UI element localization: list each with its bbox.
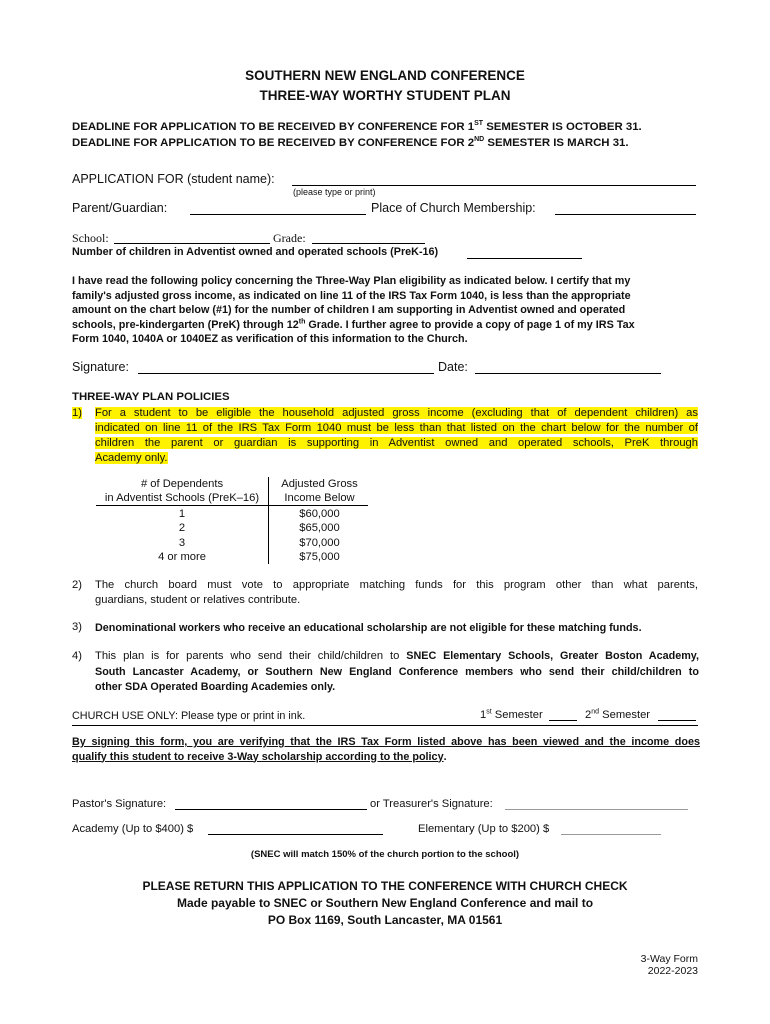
policy-4-text: This plan is for parents who send their child/children to SNEC Elementary Schools, Greater Boston Academy, South Lancaster Academy, or Southern New England Conference members who send their child/children to other SDA Operated Boarding Academies only. (95, 650, 700, 693)
academy-amount-label: Academy (Up to $400) $ (72, 823, 194, 835)
deadline-first-semester: DEADLINE FOR APPLICATION TO BE RECEIVED BY CONFERENCE FOR 1ST SEMESTER IS OCTOBER 31. (72, 120, 642, 133)
form-title-line1: SOUTHERN NEW ENGLAND CONFERENCE (245, 68, 525, 83)
income-table (96, 477, 368, 564)
church-membership-field[interactable] (555, 199, 696, 215)
type-or-print-hint: (please type or print) (293, 187, 376, 197)
school-field[interactable] (114, 229, 270, 244)
policy-1-number: 1) (72, 407, 82, 419)
signature-label: Signature: (72, 360, 129, 374)
application-for-label: APPLICATION FOR (student name): (72, 172, 275, 186)
children-count-label: Number of children in Adventist owned and operated schools (PreK-16) (72, 246, 439, 258)
form-title-line2: THREE-WAY WORTHY STUDENT PLAN (259, 88, 511, 103)
school-label: School: (72, 231, 109, 245)
parent-guardian-label: Parent/Guardian: (72, 201, 168, 215)
student-name-field[interactable] (292, 170, 696, 186)
policy-4-number: 4) (72, 650, 82, 662)
church-use-label: CHURCH USE ONLY: Please type or print in ink. (72, 710, 306, 722)
policy-3-text: Denominational workers who receive an educational scholarship are not eligible for these matching funds. (95, 622, 642, 634)
table-row: 4 or more (158, 551, 206, 564)
date-field[interactable] (475, 358, 661, 374)
second-semester-field[interactable] (658, 708, 696, 721)
table-row: $65,000 (299, 522, 340, 535)
treasurer-signature-label: or Treasurer's Signature: (370, 798, 493, 810)
deadline-second-semester: DEADLINE FOR APPLICATION TO BE RECEIVED BY CONFERENCE FOR 2ND SEMESTER IS MARCH 31. (72, 136, 629, 149)
signature-field[interactable] (138, 358, 434, 374)
form-version: 3-Way Form 2022-2023 (640, 953, 698, 977)
table-row: 3 (178, 536, 186, 549)
elementary-amount-label: Elementary (Up to $200) $ (418, 823, 550, 835)
policies-heading: THREE-WAY PLAN POLICIES (72, 391, 230, 403)
first-semester-label: 1st Semester (480, 708, 543, 721)
certification-paragraph: I have read the following policy concerning the Three-Way Plan eligibility as indicated below. I certify that my family's adjusted gross income, as indicated on line 11 of the IRS Tax Form 1040, is less than the appropriate amount on the chart below (#1) for the number of children I am supporting in Adventist owned and operated schools, pre-kindergarten (PreK) through 12th Grade. I further agree to provide a copy of page 1 of my IRS Tax Form 1040, 1040A or 1040EZ as verification of this information to the Church. (72, 275, 635, 345)
table-dependents-column (96, 507, 268, 565)
table-header-dependents: # of Dependents in Adventist Schools (PreK–16) (104, 478, 260, 505)
academy-amount-field[interactable] (208, 821, 383, 835)
grade-field[interactable] (312, 229, 425, 244)
grade-label: Grade: (273, 231, 306, 245)
table-header-divider (96, 505, 368, 506)
date-label: Date: (438, 360, 468, 374)
table-row: $60,000 (299, 508, 340, 520)
children-count-field[interactable] (467, 245, 582, 259)
table-header-income: Adjusted Gross Income Below (281, 478, 358, 505)
table-row: 2 (178, 522, 186, 535)
return-instructions: PLEASE RETURN THIS APPLICATION TO THE CONFERENCE WITH CHURCH CHECK Made payable to SNEC or Southern New England Conference and mail to PO Box 1169, South Lancaster, MA 01561 (142, 879, 628, 927)
policy-2-number: 2) (72, 579, 82, 591)
parent-guardian-field[interactable] (190, 199, 366, 215)
policy-3-number: 3) (72, 621, 82, 633)
verification-statement: By signing this form, you are verifying that the IRS Tax Form listed above has been viewed and the income does qualify this student to receive 3-Way scholarship according to the policy. (72, 736, 700, 763)
policy-1-text: For a student to be eligible the household adjusted gross income (excluding that of dependent children) as indicated on line 11 of the IRS Tax Form 1040 must be less than that listed on the chart below for the number of children the parent or guardian is supporting in Adventist owned and operated schools, PreK through Academy only. (95, 407, 698, 464)
church-use-divider (72, 725, 698, 726)
second-semester-label: 2nd Semester (585, 708, 651, 721)
policy-2-text: The church board must vote to appropriate matching funds for this program other than what parents, guardians, student or relatives contribute. (95, 579, 698, 606)
table-row: 1 (178, 508, 186, 520)
pastor-signature-label: Pastor's Signature: (72, 798, 167, 810)
snec-match-note: (SNEC will match 150% of the church portion to the school) (250, 849, 520, 860)
table-row: $70,000 (299, 536, 340, 549)
table-column-divider (268, 477, 269, 564)
table-income-column (271, 507, 368, 565)
church-membership-label: Place of Church Membership: (371, 201, 536, 215)
treasurer-signature-field[interactable] (505, 796, 688, 810)
elementary-amount-field[interactable] (561, 821, 661, 835)
table-row: $75,000 (299, 551, 340, 564)
pastor-signature-field[interactable] (175, 796, 367, 810)
first-semester-field[interactable] (549, 708, 577, 721)
